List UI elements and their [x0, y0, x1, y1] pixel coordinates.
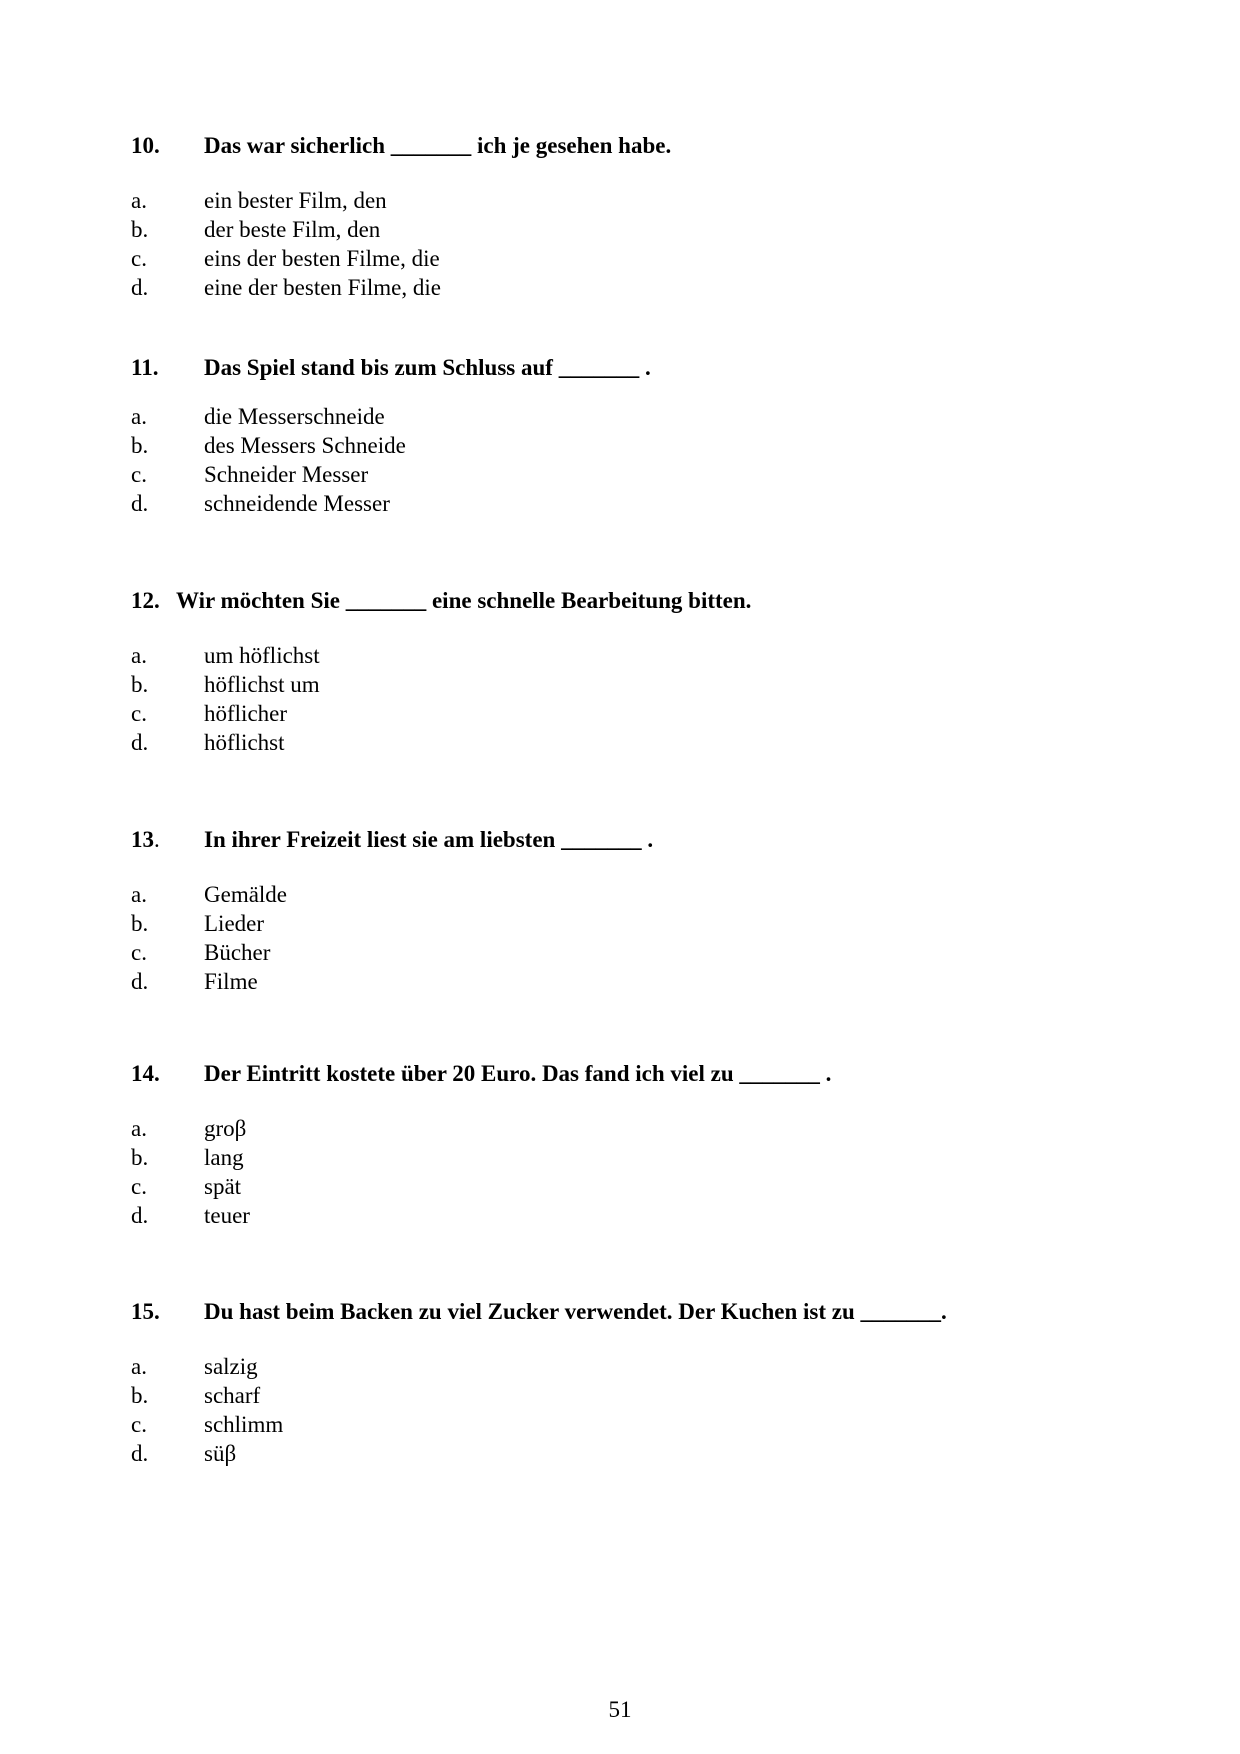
option-text: Lieder	[204, 911, 265, 936]
option-text: schneidende Messer	[204, 491, 390, 516]
option-letter: a.	[131, 882, 147, 907]
option-text: ein bester Film, den	[204, 188, 387, 213]
option-letter: d.	[131, 1203, 149, 1228]
option-text: eins der besten Filme, die	[204, 246, 440, 271]
answer-option-d[interactable]	[0, 273, 1240, 302]
answer-option-b[interactable]	[0, 215, 1240, 244]
option-text: salzig	[204, 1354, 258, 1379]
option-letter: b.	[131, 1145, 149, 1170]
question-number-suffix: .	[154, 827, 160, 852]
option-letter: c.	[131, 701, 147, 726]
option-text: scharf	[204, 1383, 261, 1408]
question-text: Wir möchten Sie _______ eine schnelle Bearbeitung bitten.	[176, 588, 752, 613]
question-text: In ihrer Freizeit liest sie am liebsten _______ .	[204, 827, 654, 852]
question-number: 12.	[131, 588, 160, 613]
answer-option-b[interactable]	[0, 1143, 1240, 1172]
option-text: Bücher	[204, 940, 271, 965]
option-letter: a.	[131, 643, 147, 668]
question-prompt	[0, 352, 1240, 384]
option-text: höflicher	[204, 701, 288, 726]
option-text: die Messerschneide	[204, 404, 385, 429]
option-text: höflichst um	[204, 672, 320, 697]
question-number: 15.	[131, 1299, 160, 1324]
question-prompt	[0, 585, 1240, 617]
option-text: lang	[204, 1145, 244, 1170]
option-letter: c.	[131, 462, 147, 487]
question-number	[131, 824, 160, 856]
option-letter: a.	[131, 188, 147, 213]
answer-option-c[interactable]	[0, 460, 1240, 489]
option-letter: b.	[131, 217, 149, 242]
option-text: spät	[204, 1174, 242, 1199]
question-prompt	[0, 1058, 1240, 1090]
option-text: schlimm	[204, 1412, 284, 1437]
answer-option-a[interactable]	[0, 880, 1240, 909]
option-letter: a.	[131, 1354, 147, 1379]
answer-option-c[interactable]	[0, 938, 1240, 967]
option-text: höflichst	[204, 730, 285, 755]
question-text: Du hast beim Backen zu viel Zucker verwendet. Der Kuchen ist zu _______.	[204, 1299, 947, 1324]
option-letter: d.	[131, 1441, 149, 1466]
option-text: eine der besten Filme, die	[204, 275, 441, 300]
answer-option-a[interactable]	[0, 186, 1240, 215]
option-letter: d.	[131, 730, 149, 755]
option-letter: c.	[131, 940, 147, 965]
option-letter: d.	[131, 969, 149, 994]
option-text: groβ	[204, 1116, 247, 1141]
answer-option-b[interactable]	[0, 670, 1240, 699]
page-number: 51	[608, 1697, 632, 1722]
question-number-digits: 13	[131, 827, 154, 852]
option-text: Schneider Messer	[204, 462, 369, 487]
option-text: der beste Film, den	[204, 217, 381, 242]
answer-option-b[interactable]	[0, 431, 1240, 460]
option-text: süβ	[204, 1441, 237, 1466]
question-prompt	[0, 130, 1240, 162]
answer-option-d[interactable]	[0, 1439, 1240, 1468]
question-prompt	[0, 824, 1240, 856]
option-text: Gemälde	[204, 882, 288, 907]
question-number: 11.	[131, 355, 159, 380]
question-text: Das Spiel stand bis zum Schluss auf _______ .	[204, 355, 651, 380]
question-number: 10.	[131, 133, 160, 158]
question-text: Das war sicherlich _______ ich je gesehen habe.	[204, 133, 672, 158]
answer-option-d[interactable]	[0, 728, 1240, 757]
answer-option-d[interactable]	[0, 489, 1240, 518]
answer-option-c[interactable]	[0, 244, 1240, 273]
answer-option-b[interactable]	[0, 1381, 1240, 1410]
answer-option-a[interactable]	[0, 402, 1240, 431]
answer-option-d[interactable]	[0, 967, 1240, 996]
question-text: Der Eintritt kostete über 20 Euro. Das fand ich viel zu _______ .	[204, 1061, 832, 1086]
answer-option-b[interactable]	[0, 909, 1240, 938]
option-letter: b.	[131, 672, 149, 697]
answer-option-a[interactable]	[0, 1114, 1240, 1143]
answer-option-c[interactable]	[0, 1410, 1240, 1439]
option-text: teuer	[204, 1203, 250, 1228]
option-text: Filme	[204, 969, 258, 994]
option-letter: c.	[131, 1412, 147, 1437]
option-letter: a.	[131, 404, 147, 429]
option-letter: b.	[131, 1383, 149, 1408]
question-prompt	[0, 1296, 1240, 1328]
answer-option-c[interactable]	[0, 1172, 1240, 1201]
option-letter: d.	[131, 275, 149, 300]
answer-option-c[interactable]	[0, 699, 1240, 728]
question-number: 14.	[131, 1061, 160, 1086]
option-letter: a.	[131, 1116, 147, 1141]
option-letter: b.	[131, 433, 149, 458]
answer-option-d[interactable]	[0, 1201, 1240, 1230]
answer-option-a[interactable]	[0, 1352, 1240, 1381]
option-text: des Messers Schneide	[204, 433, 406, 458]
option-letter: d.	[131, 491, 149, 516]
option-letter: b.	[131, 911, 149, 936]
option-letter: c.	[131, 1174, 147, 1199]
option-letter: c.	[131, 246, 147, 271]
option-text: um höflichst	[204, 643, 320, 668]
answer-option-a[interactable]	[0, 641, 1240, 670]
